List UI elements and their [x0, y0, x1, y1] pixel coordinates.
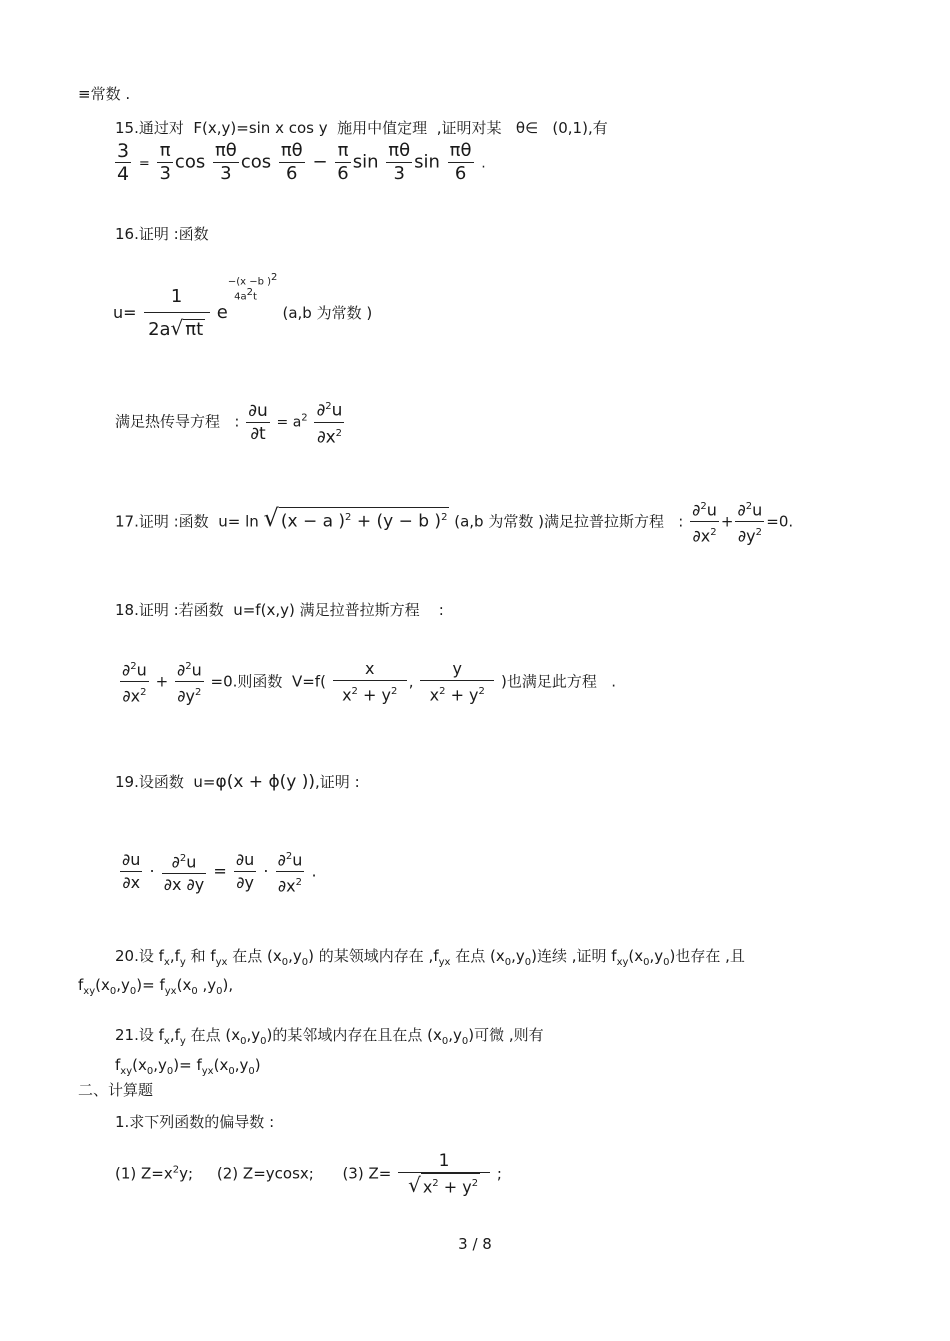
- problem-20-line-1: 20.设 $f_x,f_y$ 和 $f_{yx}$ 在点 $(x_0,y_0)$ 的某领域内存在 $,f_{yx}$ 在点 $(x_0,y_0)$连续 ,证明 $f_{xy}(x_0,y_0)$也存在 ,且: [115, 947, 745, 968]
- problem-20-line-2: $f_{xy}(x_0,y_0)= f_{yx}(x_0$ $,y_0$),: [78, 976, 234, 997]
- problem-19-formula: $\frac{\partial u}{\partial x}$ · $\frac{\partial^2u}{\partial x \partial y}$ = $\frac{\partial u}{\partial y}$ · $\frac{\partial^2u}{\partial x^2}$ .: [118, 846, 317, 898]
- problem-15-statement: 15.通过对 F(x,y)=sin x cos y 施用中值定理 ,证明对某 θ∈ (0,1),有: [115, 119, 608, 137]
- continuation-line: ≡常数 .: [78, 85, 131, 103]
- problem-16-function: u= $\frac{1}{2a√ \pi t}$ e−(x −b )$^2$ $4a^2t$ (a,b 为常数 ): [113, 272, 373, 340]
- problem-16-heat-equation: 满足热传导方程 : $\frac{\partial u}{\partial t}$ = $a^2$ $\frac{\partial^2u}{\partial x^2}$: [115, 396, 346, 448]
- problem-15-formula: $\frac{3}{4}$ = $\frac{\pi}{3}$ cos $\frac{\pi\theta}{3}$ cos $\frac{\pi\theta}{6}$ − $\frac{\pi}{6}$ sin $\frac{\pi\theta}{3}$ sin $\frac{\pi\theta}{6}$ .: [117, 140, 486, 185]
- problem-19-title: 19.设函数 u=φ(x + ϕ(y )),证明 :: [115, 772, 360, 792]
- problem-18-title: 18.证明 :若函数 u=f(x,y) 满足拉普拉斯方程 :: [115, 601, 444, 619]
- problem-17-statement: 17.证明 :函数 u= ln √ (x − a )$^2$ + (y − b )$^2$ (a,b 为常数 )满足拉普拉斯方程 : $\frac{\partial^2u}{\partial x^2}$ + $\frac{\partial^2u}{\partial y^2}$ =0.: [115, 496, 793, 548]
- problem-21-line-2: $f_{xy}(x_0,y_0)= f_{yx}(x_0,y_0)$: [115, 1056, 261, 1077]
- question-1-items: (1) $Z=x^2y$; (2) Z=ycosx; (3) Z= $\frac{1}{√ x^2 + y^2}$ ;: [115, 1151, 502, 1198]
- problem-18-formula: $\frac{\partial^2u}{\partial x^2}$ + $\frac{\partial^2u}{\partial y^2}$ =0.则函数 V=f( $\frac{x}{x^2 + y^2}$ , $\frac{y}{x^2 + y^2}$ )也满足此方程 .: [118, 656, 616, 708]
- section-heading: 二、计算题: [78, 1081, 154, 1099]
- question-1-title: 1.求下列函数的偏导数 :: [115, 1113, 275, 1131]
- page-number: 3 / 8: [458, 1235, 492, 1253]
- problem-16-title: 16.证明 :函数: [115, 225, 209, 243]
- problem-21-line-1: 21.设 $f_x,f_y$ 在点 $(x_0,y_0)$的某邻域内存在且在点 $(x_0,y_0)$可微 ,则有: [115, 1026, 544, 1047]
